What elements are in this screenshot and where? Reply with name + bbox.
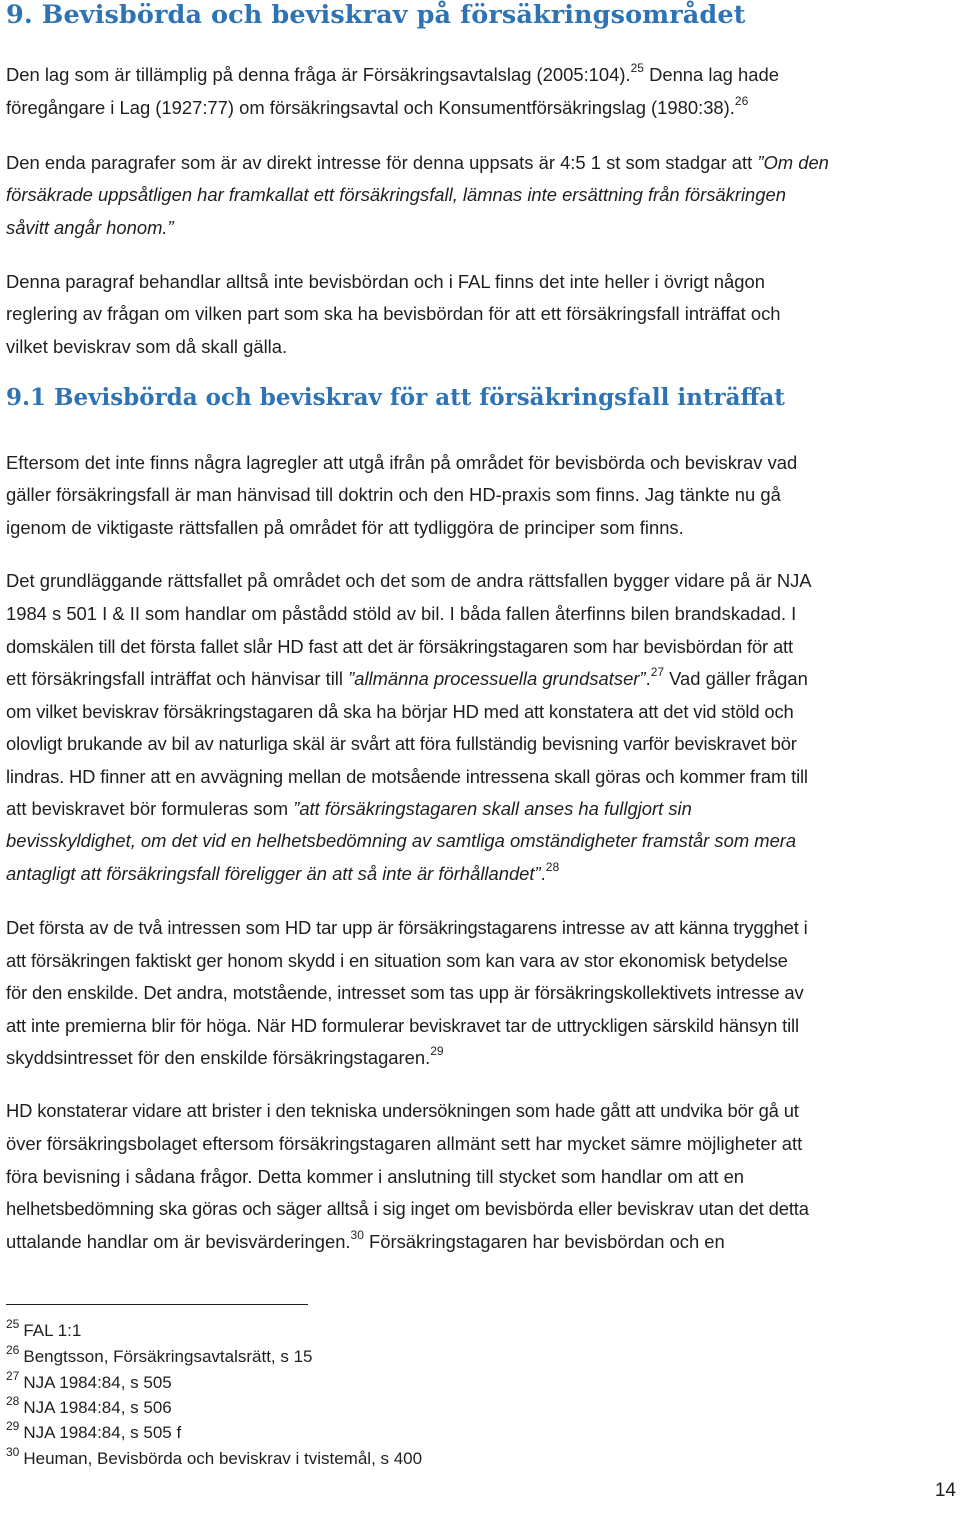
footnote-ref: 27 [650, 665, 665, 679]
paragraph-line: om vilket beviskrav försäkringstagaren då ska ha börjar HD med att konstatera att det vid stöld och [6, 701, 794, 722]
paragraph-line: föregångare i Lag (1927:77) om försäkringsavtal och Konsumentförsäkringslag (1980:38).$^{26}$ [6, 94, 749, 118]
footnote-ref: 25 [630, 61, 644, 75]
paragraph-line: bevisskyldighet, om det vid en helhetsbedömning av samtliga omständigheter framstår som mera [6, 830, 797, 851]
paragraph-line: att inte premierna blir för höga. När HD formulerar beviskravet tar de uttryckligen särskild hänsyn till [6, 1015, 799, 1036]
paragraph-line: att beviskravet bör formuleras som ”att försäkringstagaren skall anses ha fullgjort sin [6, 798, 692, 819]
paragraph-line: föra bevisning i sådana frågor. Detta kommer i anslutning till stycket som handlar om att en [6, 1166, 745, 1187]
paragraph-line: vilket beviskrav som då skall gälla. [6, 336, 288, 357]
footnote-separator [6, 1304, 308, 1305]
paragraph-line: Det första av de två intressen som HD tar upp är försäkringstagarens intresse av att känna trygghet i [6, 917, 808, 938]
paragraph-line: lindras. HD finner att en avvägning mellan de motsående intressena skall göras och kommer fram till [6, 766, 808, 787]
footnote: $^{26}$ Bengtsson, Försäkringsavtalsrätt, s 15 [6, 1343, 313, 1366]
paragraph-line: HD konstaterar vidare att brister i den tekniska undersökningen som hade gått att undvika bör gå ut [6, 1100, 799, 1121]
paragraph-line: igenom de viktigaste rättsfallen på området för att tydliggöra de principer som finns. [6, 517, 684, 538]
paragraph-line: domskälen till det första fallet slår HD fast att det är försäkringstagaren som har bevisbördan för att [6, 636, 793, 657]
paragraph-line: uttalande handlar om är bevisvärderingen.$^{30}$ Försäkringstagaren har bevisbördan och en [6, 1228, 725, 1252]
paragraph-line: ett försäkringsfall inträffat och hänvisar till ”allmänna processuella grundsatser”.$^{27}$ Vad gäller frågan [6, 665, 808, 689]
subsection-heading: 9.1 Bevisbörda och beviskrav för att försäkringsfall inträffat [6, 384, 785, 411]
footnote: $^{29}$ NJA 1984:84, s 505 f [6, 1419, 182, 1442]
section-heading: 9. Bevisbörda och beviskrav på försäkringsområdet [6, 0, 746, 30]
footnote: $^{27}$ NJA 1984:84, s 505 [6, 1369, 172, 1392]
footnote-ref: 26 [734, 94, 749, 108]
paragraph-line: Denna paragraf behandlar alltså inte bevisbördan och i FAL finns det inte heller i övrigt någon [6, 271, 765, 292]
footnote: $^{30}$ Heuman, Bevisbörda och beviskrav i tvistemål, s 400 [6, 1445, 423, 1468]
paragraph-line: att försäkringen faktiskt ger honom skydd i en situation som kan vara av stor ekonomisk betydelse [6, 950, 788, 971]
footnote-ref: 29 [430, 1044, 444, 1058]
paragraph-line: försäkrade uppsåtligen har framkallat ett försäkringsfall, lämnas inte ersättning från försäkringen [6, 184, 786, 205]
paragraph-line: Det grundläggande rättsfallet på området och det som de andra rättsfallen bygger vidare på är NJA [6, 570, 812, 591]
paragraph-line: för den enskilde. Det andra, motstående, intresset som tas upp är försäkringskollektivets intresse av [6, 982, 804, 1003]
paragraph-line: reglering av frågan om vilken part som ska ha bevisbördan för att ett försäkringsfall inträffat och [6, 303, 781, 324]
paragraph-line: Eftersom det inte finns några lagregler att utgå ifrån på området för bevisbörda och beviskrav vad [6, 452, 798, 473]
page-number: 14 [934, 1480, 956, 1501]
paragraph-line: helhetsbedömning ska göras och säger alltså i sig inget om bevisbörda eller beviskrav utan det detta [6, 1198, 809, 1219]
footnote-ref: 30 [350, 1228, 364, 1242]
paragraph-line: skyddsintresset för den enskilde försäkringstagaren.$^{29}$ [6, 1044, 444, 1068]
paragraph-line: 1984 s 501 I & II som handlar om påstådd stöld av bil. I båda fallen återfinns bilen brandskadad. I [6, 603, 797, 624]
footnote-ref: 28 [545, 860, 560, 874]
paragraph-line: över försäkringsbolaget eftersom försäkringstagaren allmänt sett har mycket sämre möjligheter att [6, 1133, 803, 1154]
paragraph-line: gäller försäkringsfall är man hänvisad till doktrin och den HD-praxis som finns. Jag tänkte nu gå [6, 484, 781, 505]
paragraph-line: olovligt brukande av bil av naturliga skäl är svårt att föra fullständig bevisning varför beviskravet bör [6, 733, 797, 754]
paragraph-line: såvitt angår honom.” [6, 217, 174, 238]
paragraph-line: antagligt att försäkringsfall föreligger än att så inte är förhållandet”.$^{28}$ [6, 860, 560, 884]
paragraph-line: Den enda paragrafer som är av direkt intresse för denna uppsats är 4:5 1 st som stadgar att ”Om den [6, 152, 829, 173]
footnote: $^{25}$ FAL 1:1 [6, 1317, 82, 1340]
paragraph-line: Den lag som är tillämplig på denna fråga är Försäkringsavtalslag (2005:104).$^{25}$ Denna lag hade [6, 61, 779, 85]
footnote: $^{28}$ NJA 1984:84, s 506 [6, 1394, 172, 1417]
